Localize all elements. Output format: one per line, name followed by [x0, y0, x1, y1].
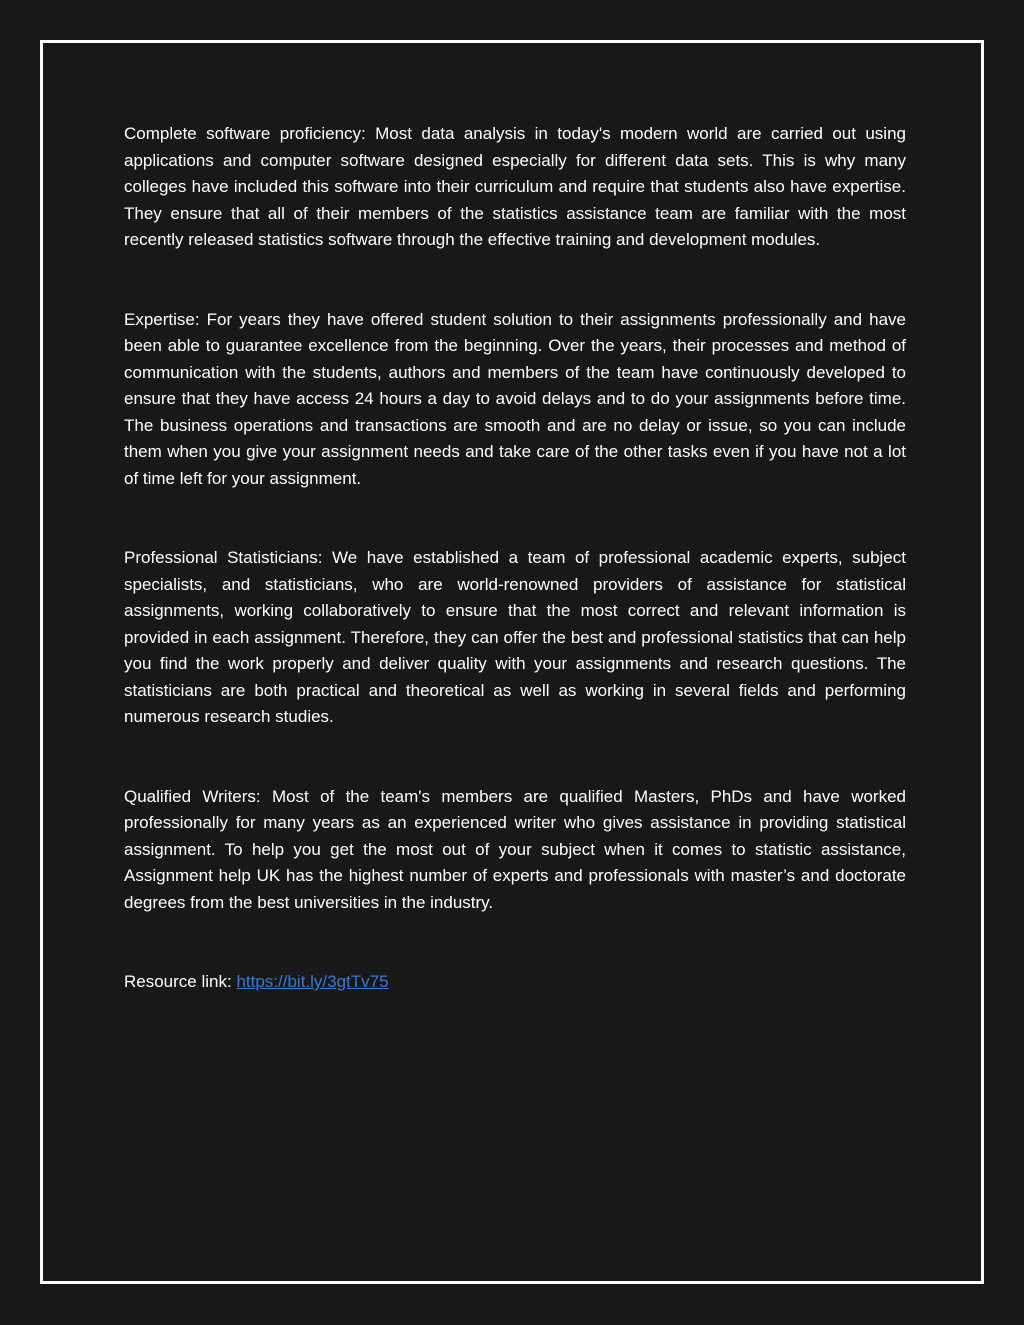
- paragraph-spacer: [124, 916, 906, 969]
- resource-line: [124, 969, 906, 996]
- paragraph-spacer: [124, 492, 906, 545]
- resource-link[interactable]: https://bit.ly/3gtTv75: [236, 972, 389, 991]
- paragraph-spacer: [124, 254, 906, 307]
- paragraph-spacer: [124, 731, 906, 784]
- paragraph-qualified-writers: Qualified Writers: Most of the team's members are qualified Masters, PhDs and have worked professionally for many years as an experienced writer who gives assistance in providing statistical assignment. To help you get the most out of your subject when it comes to statistic assistance, Assignment help UK has the highest number of experts and professionals with master’s and doctorate degrees from the best universities in the industry.: [124, 786, 906, 912]
- resource-label: Resource link:: [124, 972, 237, 991]
- page-frame: [40, 40, 984, 1284]
- paragraph-software-proficiency: Complete software proficiency: Most data analysis in today's modern world are carried out using applications and computer software designed especially for different data sets. This is why many colleges have included this software into their curriculum and require that students also have expertise. They ensure that all of their members of the statistics assistance team are familiar with the most recently released statistics software through the effective training and development modules.: [124, 124, 906, 249]
- paragraph-expertise: Expertise: For years they have offered student solution to their assignments professionally and have been able to guarantee excellence from the beginning. Over the years, their processes and method of communication with the students, authors and members of the team have continuously developed to ensure that they have access 24 hours a day to avoid delays and to do your assignments before time. The business operations and transactions are smooth and are no delay or issue, so you can include them when you give your assignment needs and take care of the other tasks even if you have not a lot of time left for your assignment.: [124, 309, 906, 488]
- paragraph-professional-statisticians: Professional Statisticians: We have established a team of professional academic experts, subject specialists, and statisticians, who are world-renowned providers of assistance for statistical assignments, working collaboratively to ensure that the most correct and relevant information is provided in each assignment. Therefore, they can offer the best and professional statistics that can help you find the work properly and deliver quality with your assignments and research questions. The statisticians are both practical and theoretical as well as working in several fields and performing numerous research studies.: [124, 548, 906, 726]
- document-body: [124, 121, 906, 996]
